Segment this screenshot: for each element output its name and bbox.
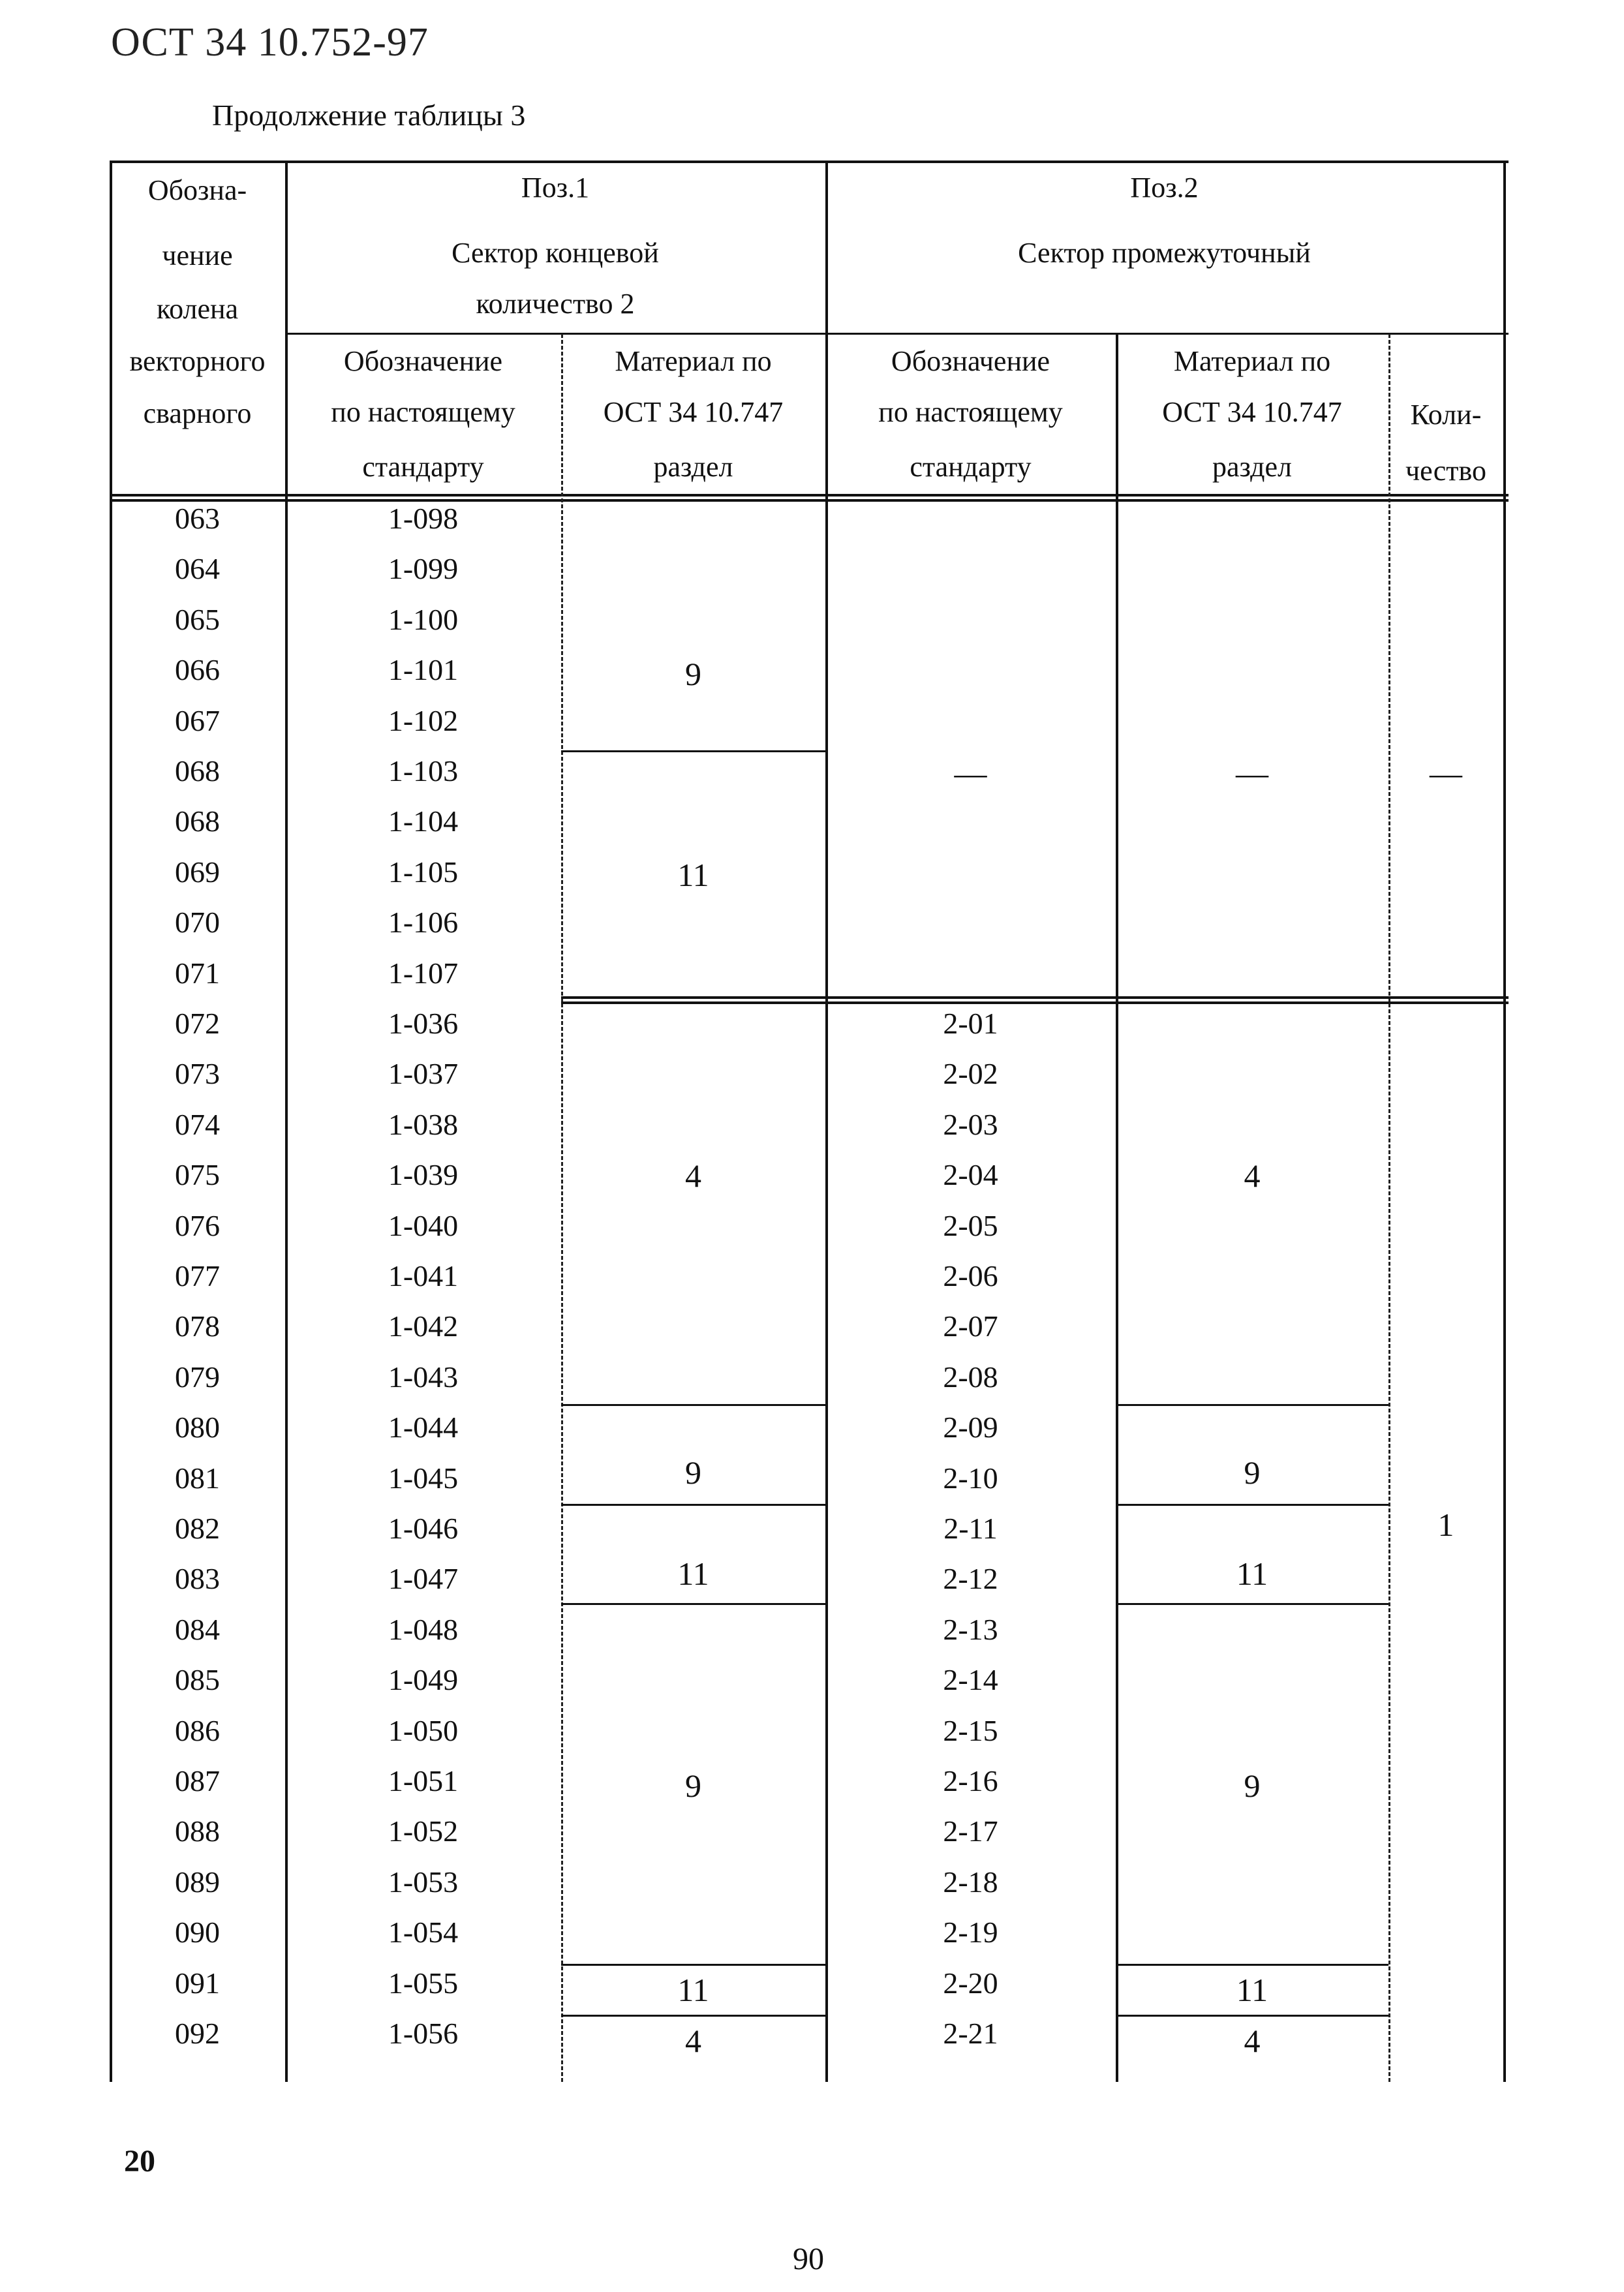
row-poz2-designation: 2-18 <box>943 1865 998 1899</box>
poz1-material-group-line <box>561 1964 825 1966</box>
row-poz1-designation: 1-040 <box>388 1209 459 1242</box>
section-separator <box>561 996 1509 999</box>
row-poz1-designation: 1-037 <box>388 1057 459 1090</box>
row-poz2-designation: 2-11 <box>943 1512 998 1545</box>
table-caption: Продолжение таблицы 3 <box>212 99 526 132</box>
row-poz2-designation: 2-15 <box>943 1714 998 1747</box>
row-poz1-designation: 1-100 <box>388 603 459 636</box>
table-right-border <box>1503 160 1506 2082</box>
row-poz1-designation: 1-105 <box>388 855 459 889</box>
poz1-material-header: раздел <box>653 451 733 483</box>
poz1-quantity: количество 2 <box>476 288 635 320</box>
row-poz2-designation: 2-21 <box>943 2017 998 2050</box>
row-poz1-designation: 1-036 <box>388 1007 459 1040</box>
row-elbow-code: 068 <box>175 804 220 838</box>
row-elbow-code: 067 <box>175 704 220 737</box>
row-poz1-designation: 1-104 <box>388 804 459 838</box>
document-code: ОСТ 34 10.752-97 <box>111 20 429 65</box>
row-elbow-code: 077 <box>175 1259 220 1292</box>
row-elbow-code: 086 <box>175 1714 220 1747</box>
row-elbow-code: 083 <box>175 1562 220 1595</box>
poz2-material-header: Материал по <box>1173 345 1331 377</box>
header-col0-line: чение <box>162 239 233 271</box>
quantity-value: 1 <box>1437 1506 1454 1543</box>
poz1-title: Поз.1 <box>521 172 590 204</box>
row-poz2-designation: 2-17 <box>943 1814 998 1848</box>
footer-left-number: 20 <box>124 2144 155 2178</box>
row-elbow-code: 069 <box>175 855 220 889</box>
row-elbow-code: 081 <box>175 1461 220 1495</box>
poz2-material-value: 9 <box>1244 1767 1261 1804</box>
poz2-material-header: ОСТ 34 10.747 <box>1162 396 1342 428</box>
poz2-material-group-line <box>1116 1964 1388 1966</box>
poz1-material-value: 11 <box>677 857 709 893</box>
row-poz2-designation: 2-13 <box>943 1613 998 1646</box>
row-poz2-designation: 2-03 <box>943 1108 998 1141</box>
poz2-material-value: 9 <box>1244 1454 1261 1491</box>
poz1-material-header: ОСТ 34 10.747 <box>603 396 784 428</box>
row-poz1-designation: 1-053 <box>388 1865 459 1899</box>
poz2-designation-header: по настоящему <box>878 396 1063 428</box>
row-elbow-code: 078 <box>175 1309 220 1343</box>
row-poz1-designation: 1-044 <box>388 1411 459 1444</box>
row-elbow-code: 065 <box>175 603 220 636</box>
poz2-designation-header: Обозначение <box>891 345 1050 377</box>
row-elbow-code: 070 <box>175 906 220 939</box>
row-poz1-designation: 1-098 <box>388 502 459 535</box>
poz2-material-group-line <box>1116 1404 1388 1406</box>
row-poz1-designation: 1-054 <box>388 1916 459 1949</box>
row-poz2-designation: 2-12 <box>943 1562 998 1595</box>
poz2-title: Поз.2 <box>1130 172 1199 204</box>
row-poz2-designation: 2-19 <box>943 1916 998 1949</box>
quantity-header: чество <box>1405 455 1486 487</box>
row-poz2-designation: 2-14 <box>943 1663 998 1696</box>
header-subdivider <box>285 333 1509 335</box>
poz2-material-group-line <box>1116 1504 1388 1506</box>
poz1-material-group-line <box>561 1603 825 1605</box>
row-elbow-code: 092 <box>175 2017 220 2050</box>
row-elbow-code: 063 <box>175 502 220 535</box>
row-poz1-designation: 1-043 <box>388 1360 459 1394</box>
poz2-designation-dash: — <box>954 755 987 791</box>
row-elbow-code: 088 <box>175 1814 220 1848</box>
header-col0-line: Обозна- <box>147 174 247 206</box>
row-poz1-designation: 1-101 <box>388 653 459 686</box>
poz1-material-value: 4 <box>685 1157 701 1194</box>
poz2-material-group-line <box>1116 2015 1388 2017</box>
quantity-header: Коли- <box>1410 399 1482 431</box>
row-elbow-code: 085 <box>175 1663 220 1696</box>
col-divider-quantity <box>1388 334 1390 2082</box>
poz1-designation-header: стандарту <box>362 451 484 483</box>
poz1-name: Сектор концевой <box>452 237 659 269</box>
poz1-material-value: 9 <box>685 1454 701 1491</box>
header-bottom-border <box>110 494 1509 497</box>
poz2-material-group-line <box>1116 1603 1388 1605</box>
poz2-designation-header: стандарту <box>910 451 1032 483</box>
row-elbow-code: 072 <box>175 1007 220 1040</box>
row-poz2-designation: 2-04 <box>943 1158 998 1191</box>
row-elbow-code: 079 <box>175 1360 220 1394</box>
poz2-name: Сектор промежуточный <box>1018 237 1311 269</box>
row-poz2-designation: 2-02 <box>943 1057 998 1090</box>
row-poz1-designation: 1-041 <box>388 1259 459 1292</box>
poz1-material-group-line <box>561 1404 825 1406</box>
poz2-material-value: 4 <box>1244 1157 1261 1194</box>
section-separator-double <box>561 1001 1509 1004</box>
row-elbow-code: 074 <box>175 1108 220 1141</box>
header-col0-line: векторного <box>129 345 266 377</box>
row-poz2-designation: 2-06 <box>943 1259 998 1292</box>
row-poz2-designation: 2-01 <box>943 1007 998 1040</box>
row-poz1-designation: 1-046 <box>388 1512 459 1545</box>
row-elbow-code: 073 <box>175 1057 220 1090</box>
poz1-material-group-line <box>561 1504 825 1506</box>
poz1-material-header: Материал по <box>615 345 772 377</box>
poz1-designation-header: Обозначение <box>343 345 503 377</box>
poz2-material-value: 11 <box>1236 1555 1268 1592</box>
row-poz1-designation: 1-056 <box>388 2017 459 2050</box>
row-elbow-code: 076 <box>175 1209 220 1242</box>
poz1-designation-header: по настоящему <box>331 396 515 428</box>
row-poz1-designation: 1-106 <box>388 906 459 939</box>
row-poz1-designation: 1-055 <box>388 1966 459 2000</box>
row-elbow-code: 089 <box>175 1865 220 1899</box>
col-divider-poz2-material <box>1116 334 1118 2082</box>
poz1-material-value: 9 <box>685 656 701 692</box>
row-elbow-code: 084 <box>175 1613 220 1646</box>
row-poz1-designation: 1-052 <box>388 1814 459 1848</box>
poz1-material-value: 11 <box>677 1555 709 1592</box>
row-poz2-designation: 2-09 <box>943 1411 998 1444</box>
page-number: 90 <box>793 2242 824 2276</box>
row-poz2-designation: 2-07 <box>943 1309 998 1343</box>
row-elbow-code: 068 <box>175 754 220 787</box>
row-poz1-designation: 1-103 <box>388 754 459 787</box>
row-poz1-designation: 1-039 <box>388 1158 459 1191</box>
row-poz2-designation: 2-10 <box>943 1461 998 1495</box>
quantity-dash: — <box>1430 755 1462 791</box>
row-poz2-designation: 2-08 <box>943 1360 998 1394</box>
row-elbow-code: 071 <box>175 956 220 990</box>
row-elbow-code: 066 <box>175 653 220 686</box>
row-elbow-code: 075 <box>175 1158 220 1191</box>
col-divider-poz1-material <box>561 334 563 2082</box>
poz2-material-dash: — <box>1236 755 1268 791</box>
poz1-material-value: 9 <box>685 1767 701 1804</box>
row-elbow-code: 091 <box>175 1966 220 2000</box>
row-poz1-designation: 1-047 <box>388 1562 459 1595</box>
poz1-material-group-line <box>561 2015 825 2017</box>
header-col0-line: сварного <box>143 397 252 429</box>
header-col0-line: колена <box>156 293 239 325</box>
row-poz1-designation: 1-050 <box>388 1714 459 1747</box>
poz2-material-header: раздел <box>1212 451 1292 483</box>
row-poz1-designation: 1-107 <box>388 956 459 990</box>
header-bottom-border-double <box>110 499 1509 502</box>
row-poz2-designation: 2-20 <box>943 1966 998 2000</box>
poz1-material-group-line <box>561 750 825 752</box>
row-elbow-code: 080 <box>175 1411 220 1444</box>
row-poz1-designation: 1-102 <box>388 704 459 737</box>
poz2-material-value: 11 <box>1236 1972 1268 2008</box>
poz1-material-value: 11 <box>677 1972 709 2008</box>
row-poz1-designation: 1-048 <box>388 1613 459 1646</box>
table-top-border <box>110 160 1509 163</box>
row-elbow-code: 087 <box>175 1764 220 1797</box>
row-poz1-designation: 1-042 <box>388 1309 459 1343</box>
row-elbow-code: 090 <box>175 1916 220 1949</box>
row-poz2-designation: 2-16 <box>943 1764 998 1797</box>
poz2-material-value: 4 <box>1244 2023 1261 2059</box>
row-poz1-designation: 1-038 <box>388 1108 459 1141</box>
row-poz1-designation: 1-049 <box>388 1663 459 1696</box>
row-poz2-designation: 2-05 <box>943 1209 998 1242</box>
row-elbow-code: 064 <box>175 552 220 585</box>
row-poz1-designation: 1-099 <box>388 552 459 585</box>
row-poz1-designation: 1-051 <box>388 1764 459 1797</box>
row-poz1-designation: 1-045 <box>388 1461 459 1495</box>
row-elbow-code: 082 <box>175 1512 220 1545</box>
poz1-material-value: 4 <box>685 2023 701 2059</box>
